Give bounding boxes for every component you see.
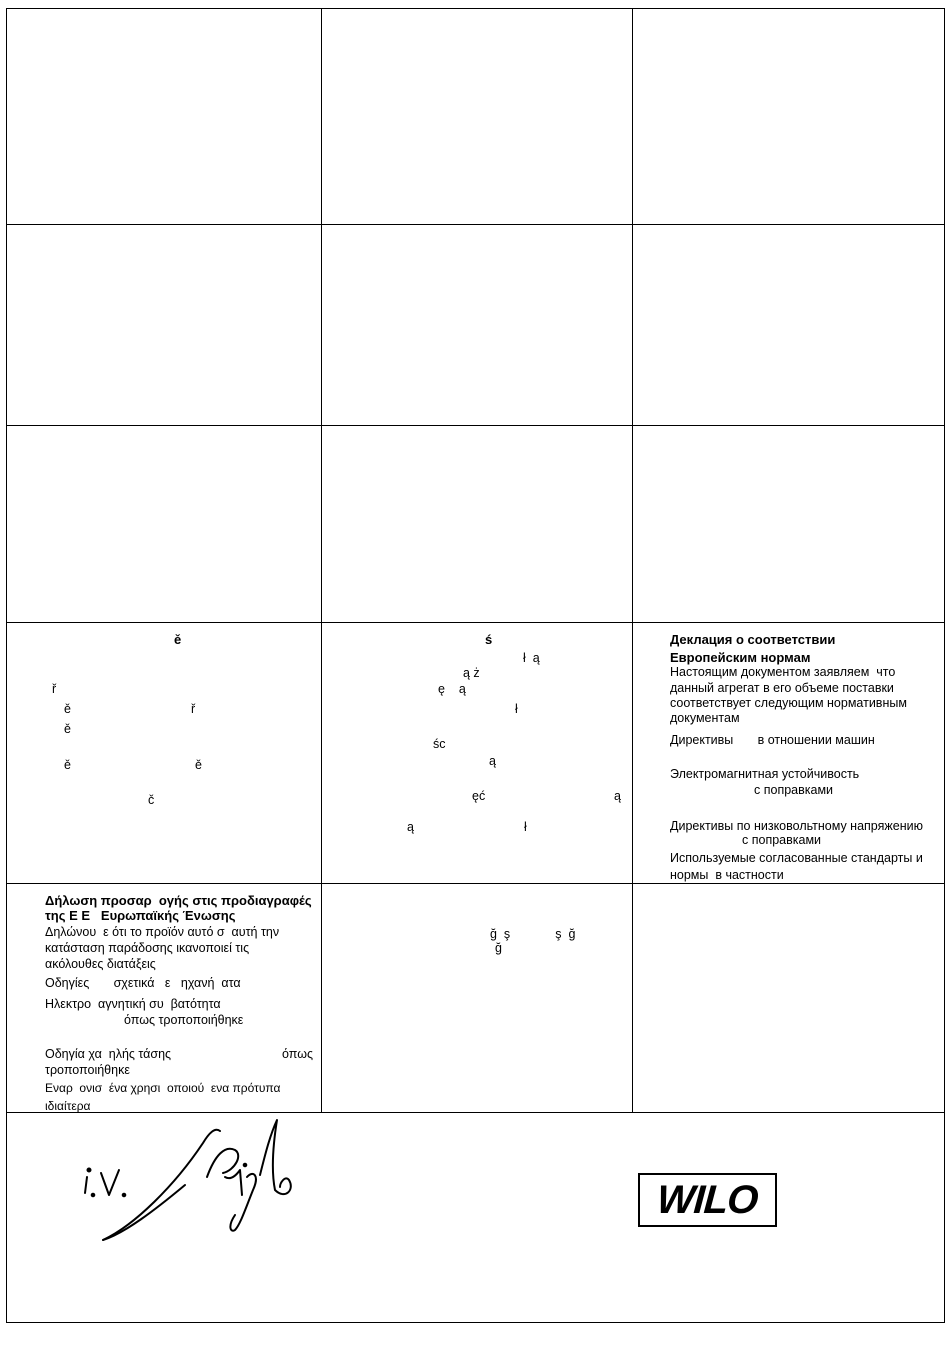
- polish-line: ł: [524, 820, 527, 834]
- polish-title: ś: [485, 632, 493, 647]
- greek-directive-emc-amend: όπως τροποποιήθηκε: [124, 1013, 244, 1027]
- row-divider-2: [6, 425, 945, 426]
- turkish-line: ğ: [495, 941, 502, 955]
- russian-text: документам: [670, 711, 740, 725]
- column-divider-2: [632, 8, 633, 1112]
- row-divider-3: [6, 622, 945, 623]
- wilo-logo-text: WILO: [655, 1177, 760, 1222]
- column-divider-1: [321, 8, 322, 1112]
- russian-standards: Используемые согласованные стандарты и: [670, 851, 923, 865]
- greek-title: της Ε Ε Ευρωπαϊκής Ένωσης: [45, 908, 236, 923]
- czech-line: ř: [191, 702, 196, 716]
- greek-directive-lowvolt: τροποποιήθηκε: [45, 1063, 130, 1077]
- russian-directive-machines: Директивы в отношении машин: [670, 733, 875, 747]
- czech-line: ě: [64, 758, 71, 772]
- russian-title: Деклация о соответствии: [670, 632, 836, 647]
- russian-text: соответствует следующим нормативным: [670, 696, 907, 710]
- polish-line: ą: [407, 820, 414, 834]
- czech-line: ě: [195, 758, 202, 772]
- greek-directive-lowvolt: όπως: [282, 1047, 314, 1061]
- handwritten-signature: [75, 1115, 305, 1250]
- russian-text: данный агрегат в его объеме поставки: [670, 681, 894, 695]
- greek-standards: ιδιαίτερα: [45, 1099, 91, 1113]
- wilo-logo: [638, 1173, 777, 1227]
- polish-line: ą ż: [463, 666, 480, 680]
- polish-line: ł: [515, 702, 518, 716]
- polish-line: śc: [433, 737, 446, 751]
- czech-title: ě: [174, 632, 182, 647]
- svg-text:i. V.: i. V.: [75, 1115, 77, 1116]
- russian-directive-lowvolt: Директивы по низковольтному напряжению: [670, 819, 923, 833]
- greek-directive-emc: Ηλεκτρο αγνητική συ βατότητα: [45, 997, 221, 1011]
- russian-standards: нормы в частности: [670, 868, 784, 882]
- polish-line: ą: [614, 789, 621, 803]
- russian-directive-lowvolt-amend: с поправками: [742, 833, 822, 847]
- polish-line: ł ą: [523, 651, 540, 665]
- greek-text: ακόλουθες διατάξεις: [45, 957, 156, 971]
- polish-line: ę ą: [438, 682, 466, 696]
- russian-directive-emc-amend: с поправками: [754, 783, 834, 797]
- greek-text: Δηλώνου ε ότι το προϊόν αυτό σ αυτή την: [45, 925, 280, 939]
- polish-line: ęć: [472, 789, 486, 803]
- greek-directive-machines: Οδηγίες σχετικά ε ηχανή ατα: [45, 976, 241, 990]
- czech-line: ř: [52, 682, 57, 696]
- greek-directive-lowvolt: Οδηγία χα ηλής τάσης: [45, 1047, 172, 1061]
- greek-standards: Εναρ ονισ ένα χρησι οποιού ενα πρότυπα: [45, 1081, 281, 1095]
- russian-title: Европейским нормам: [670, 650, 811, 665]
- row-divider-5: [6, 1112, 945, 1113]
- polish-line: ą: [489, 754, 496, 768]
- russian-directive-emc: Электромагнитная устойчивость: [670, 767, 860, 781]
- russian-text: Настоящим документом заявляем что: [670, 665, 896, 679]
- greek-title: Δήλωση προσαρ ογής στις προδιαγραφές: [45, 893, 312, 908]
- row-divider-4: [6, 883, 945, 884]
- turkish-line: ğ ş ş ğ: [490, 927, 576, 941]
- row-divider-1: [6, 224, 945, 225]
- greek-text: κατάσταση παράδοσης ικανοποιεί τις: [45, 941, 250, 955]
- czech-line: ě: [64, 702, 71, 716]
- czech-line: č: [148, 793, 155, 807]
- czech-line: ě: [64, 722, 71, 736]
